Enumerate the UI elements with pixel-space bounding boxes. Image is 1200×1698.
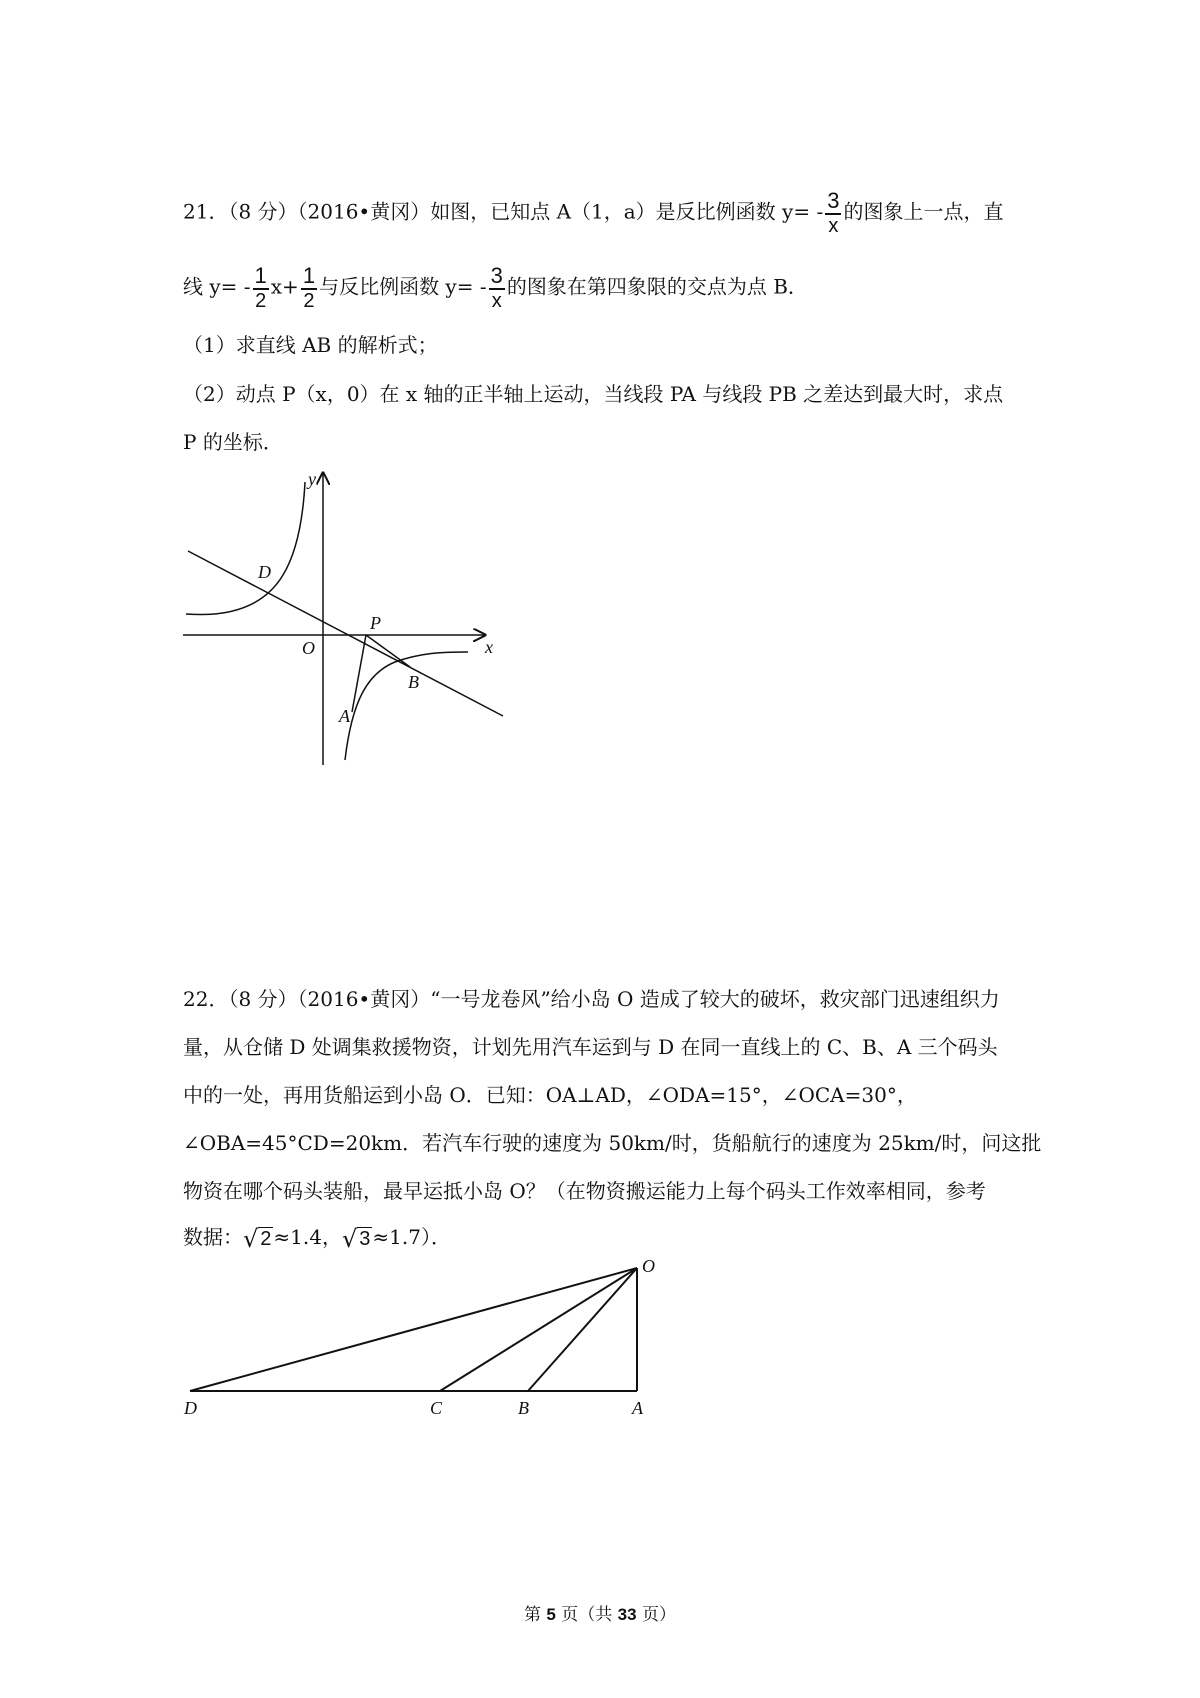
segment-ob (528, 1268, 637, 1391)
fraction (301, 265, 317, 311)
fraction (825, 190, 841, 236)
numerator: 1 (254, 263, 267, 288)
segment-pb (366, 635, 410, 667)
denominator: 2 (303, 289, 315, 312)
q22-line-4: ∠OBA=45°CD=20km．若汽车行驶的速度为 50km/时，货船航行的速度为 25km/时，问这批 (183, 1131, 1042, 1155)
label-c: C (430, 1398, 443, 1418)
q22-line-1: 22．（8 分）（2016•黄冈）“一号龙卷风”给小岛 O 造成了较大的破坏，救灾部门迅速组织力 (183, 987, 1000, 1011)
label-y: y (308, 469, 316, 489)
label-d: D (258, 562, 271, 582)
q21-text: x+ (270, 274, 299, 299)
line-db (188, 551, 503, 716)
label-b: B (408, 672, 419, 692)
q21-part-2-line-2: P 的坐标． (183, 430, 283, 454)
hyperbola-branch-upper (186, 482, 305, 615)
q21-text: 线 y= - (183, 274, 251, 299)
label-o: O (302, 638, 315, 658)
label-p: P (370, 613, 381, 633)
q22-figure (180, 1255, 660, 1425)
page-total: 33 (617, 1605, 637, 1624)
q22-text: ≈1.4， (273, 1225, 342, 1249)
denominator: x (828, 214, 839, 237)
segment-od (190, 1268, 637, 1391)
q21-line-1 (183, 190, 1003, 236)
label-o: O (642, 1256, 655, 1276)
q21-part-2-line-1: （2）动点 P（x，0）在 x 轴的正半轴上运动，当线段 PA 与线段 PB 之差达到最大时，求点 (183, 382, 1004, 406)
label-a: A (632, 1398, 643, 1418)
fraction (253, 265, 269, 311)
q22-line-6 (183, 1223, 451, 1251)
hyperbola-branch-lower (345, 652, 468, 760)
q21-text: 的图象在第四象限的交点为点 B． (506, 274, 808, 299)
label-x: x (485, 637, 493, 657)
sqrt-2: √ 2 (243, 1224, 272, 1253)
numerator: 1 (302, 263, 316, 288)
page-number: 5 (546, 1605, 556, 1624)
footer-text: 页（共 (555, 1605, 618, 1625)
q21-figure (180, 468, 500, 768)
numerator: 3 (490, 263, 503, 288)
label-a: A (339, 706, 350, 726)
sqrt-3: √ 3 (342, 1224, 371, 1253)
q21-text: 与反比例函数 y= - (319, 274, 487, 299)
q21-line-2 (183, 265, 808, 311)
q21-part-1: （1）求直线 AB 的解析式； (183, 333, 438, 357)
q21-text: 的图象上一点，直 (843, 199, 1004, 224)
radicand: 2 (260, 1228, 272, 1250)
segment-oc (440, 1268, 637, 1391)
q22-text: ≈1.7）． (372, 1225, 451, 1249)
denominator: x (491, 289, 502, 312)
q22-line-3: 中的一处，再用货船运到小岛 O．已知：OA⊥AD，∠ODA=15°，∠OCA=30°， (183, 1083, 917, 1107)
label-d: D (184, 1398, 197, 1418)
q22-line-5: 物资在哪个码头装船，最早运抵小岛 O？（在物资搬运能力上每个码头工作效率相同，参考 (183, 1179, 986, 1203)
fraction (489, 265, 505, 311)
label-b: B (518, 1398, 529, 1418)
denominator: 2 (255, 289, 267, 312)
radicand: 3 (359, 1228, 371, 1250)
q22-text: 数据： (183, 1225, 243, 1249)
page-footer (0, 1600, 1200, 1625)
footer-text: 页） (636, 1605, 676, 1625)
q22-line-2: 量，从仓储 D 处调集救援物资，计划先用汽车运到与 D 在同一直线上的 C、B、A 三个码头 (183, 1035, 998, 1059)
numerator: 3 (827, 188, 840, 213)
footer-text: 第 (523, 1605, 547, 1625)
q21-text: 21．（8 分）（2016•黄冈）如图，已知点 A（1，a）是反比例函数 y= - (183, 199, 824, 224)
